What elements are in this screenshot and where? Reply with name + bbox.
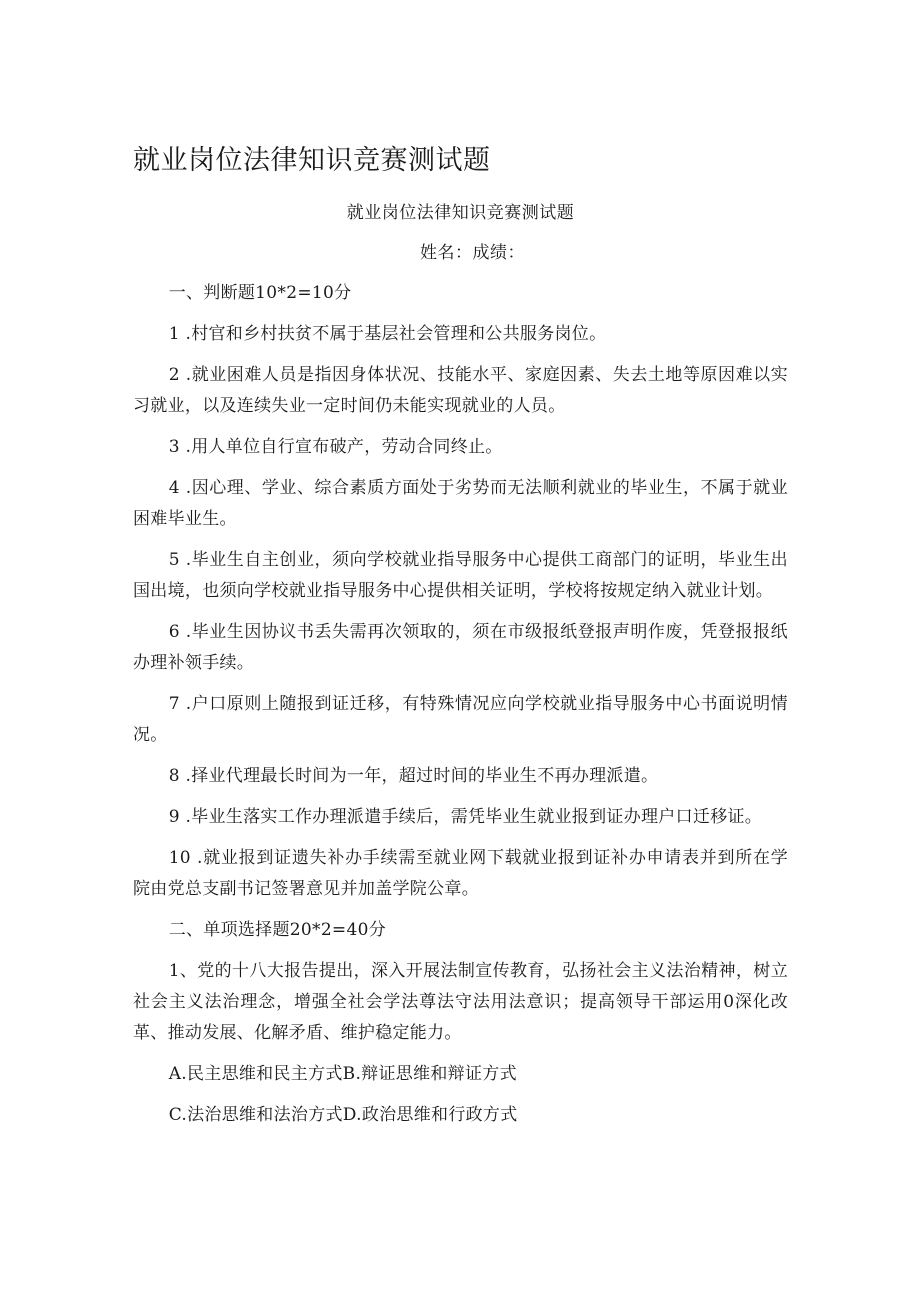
question-item: 4 .因心理、学业、综合素质方面处于劣势而无法顺利就业的毕业生，不属于就业困难毕业生。 [133,478,788,529]
section-heading-single-choice: 二、单项选择题20*2=40分 [168,920,387,940]
question-item: 2 .就业困难人员是指因身体状况、技能水平、家庭因素、失去土地等原因难以实习就业，以及连续失业一定时间仍未能实现就业的人员。 [133,365,788,416]
question-item: 1 .村官和乡村扶贫不属于基层社会管理和公共服务岗位。 [168,324,607,344]
document-subtitle: 就业岗位法律知识竞赛测试题 [346,203,575,223]
choice-question: 1、党的十八大报告提出，深入开展法制宣传教育，弘扬社会主义法治精神，树立社会主义法治理念，增强全社会学法尊法守法用法意识；提高领导干部运用0深化改革、推动发展、化解矛盾、维护稳定能力。 [133,961,788,1043]
question-item: 3 .用人单位自行宣布破产，劳动合同终止。 [168,437,503,457]
question-item: 5 .毕业生自主创业，须向学校就业指导服务中心提供工商部门的证明，毕业生出国出境，也须向学校就业指导服务中心提供相关证明，学校将按规定纳入就业计划。 [133,550,788,601]
question-item: 6 .毕业生因协议书丢失需再次领取的，须在市级报纸登报声明作废，凭登报报纸办理补领手续。 [133,622,788,673]
choice-options-row: C.法治思维和法治方式D.政治思维和行政方式 [168,1105,518,1125]
document-body [133,198,788,1141]
question-item: 9 .毕业生落实工作办理派遣手续后，需凭毕业生就业报到证办理户口迁移证。 [168,807,763,827]
section-heading-true-false: 一、判断题10*2=10分 [168,283,352,303]
question-item: 8 .择业代理最长时间为一年，超过时间的毕业生不再办理派遣。 [168,766,659,786]
choice-options-row: A.民主思维和民主方式B.辩证思维和辩证方式 [168,1064,517,1084]
question-item: 7 .户口原则上随报到证迁移，有特殊情况应向学校就业指导服务中心书面说明情况。 [133,694,788,745]
name-score-line: 姓名：成绩： [420,243,525,263]
question-item: 10 .就业报到证遗失补办手续需至就业网下载就业报到证补办申请表并到所在学院由党总支副书记签署意见并加盖学院公章。 [133,848,788,899]
document-title: 就业岗位法律知识竞赛测试题 [133,145,491,176]
